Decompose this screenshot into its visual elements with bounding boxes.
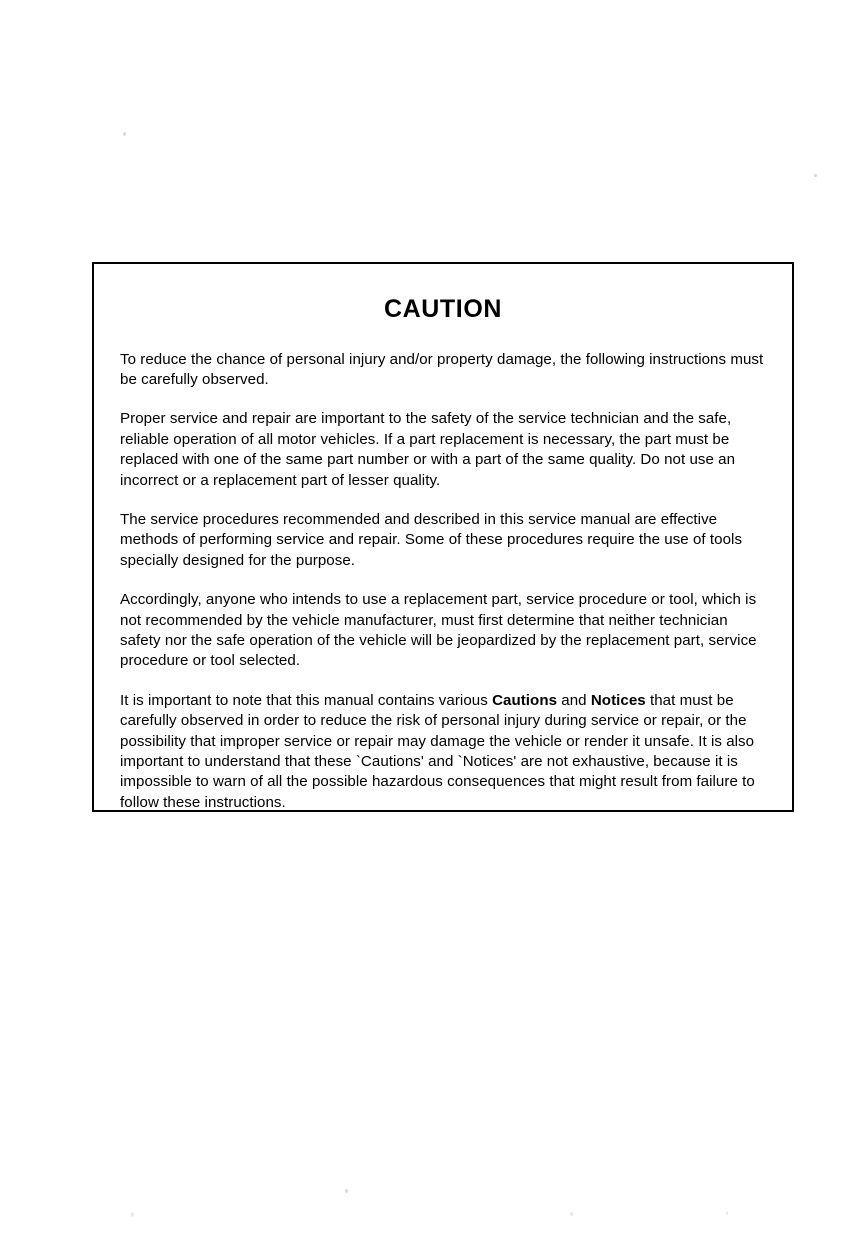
caution-paragraph-3: The service procedures recommended and described in this service manual are effective methods of performing service and repair. Some of these procedures require the use of tools specially designed for the purpose. <box>120 510 743 569</box>
scan-speck <box>123 132 126 136</box>
caution-box <box>92 262 794 812</box>
scan-speck <box>345 1189 348 1193</box>
caution-box-content <box>94 264 792 813</box>
caution-paragraph-4: Accordingly, anyone who intends to use a replacement part, service procedure or tool, which is not recommended by the vehicle manufacturer, must first determine that neither technician safety nor the safe operation of the vehicle will be jeopardized by the replacement part, service procedure or tool selected. <box>120 591 757 670</box>
caution-paragraph-5: It is important to note that this manual contains various Cautions and Notices that must be carefully observed in order to reduce the risk of personal injury during service or repair, or the possibility that improper service or repair may damage the vehicle or render it unsafe. It is also important to understand that these `Cautions' and `Notices' are not exhaustive, because it is impossible to warn of all the possible hazardous consequences that might result from failure to follow these instructions. <box>120 691 755 811</box>
caution-paragraph-list <box>120 350 766 814</box>
scan-speck <box>131 1212 134 1217</box>
scan-speck <box>814 174 817 177</box>
caution-heading: CAUTION <box>383 295 503 323</box>
scan-speck <box>570 1212 573 1216</box>
caution-paragraph-2: Proper service and repair are important to the safety of the service technician and the safe, reliable operation of all motor vehicles. If a part replacement is necessary, the part must be replaced with one of the same part number or with a part of the same quality. Do not use an incorrect or a replacement part of lesser quality. <box>120 410 736 489</box>
caution-paragraph-1: To reduce the chance of personal injury and/or property damage, the following instructions must be carefully observed. <box>120 350 764 388</box>
scan-speck <box>726 1211 728 1215</box>
